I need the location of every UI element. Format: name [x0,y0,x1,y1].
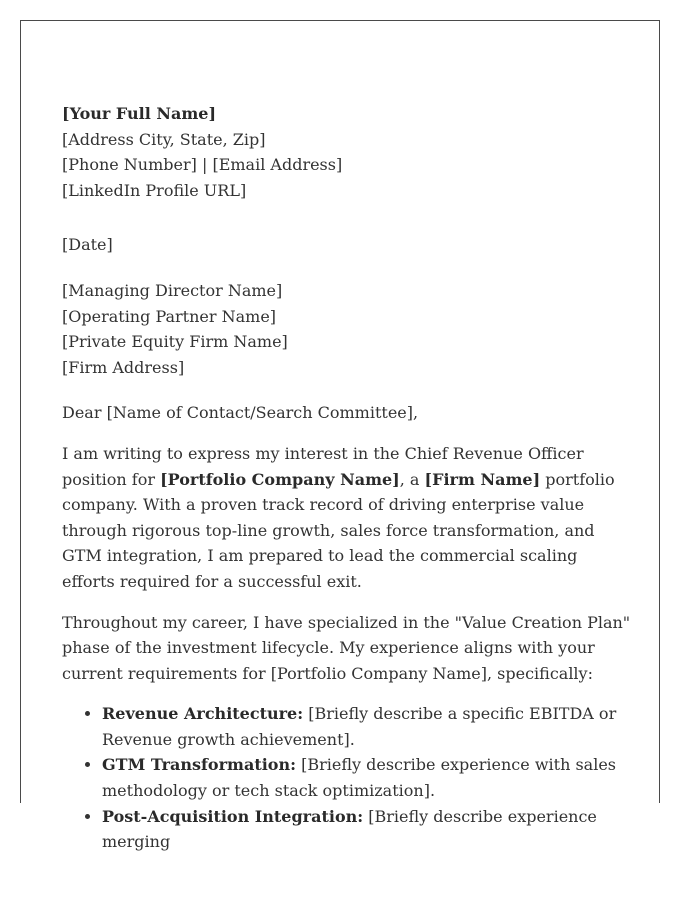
recipient-line-2: [Operating Partner Name] [62,306,277,326]
bullet-title: GTM Transformation: [102,755,296,775]
list-item [102,701,632,752]
letter-date: [Date] [62,235,113,255]
list-item [102,804,632,855]
cover-letter [62,101,632,855]
paragraph-intro-bold-firm: [Firm Name] [424,469,541,489]
date-block [62,232,632,258]
paragraph-experience: Throughout my career, I have specialized in the "Value Creation Plan" phase of the investment lifecycle. My experience aligns with your current requirements for [Portfolio Company Name], specifically: [62,612,631,683]
paragraph-intro [62,441,632,595]
sender-phone-email: [Phone Number] | [Email Address] [62,155,343,175]
bullet-text: [Briefly describe experience merging [102,806,597,852]
recipient-line-4: [Firm Address] [62,357,185,377]
sender-linkedin: [LinkedIn Profile URL] [62,180,247,200]
bullet-text: [Briefly describe a specific EBITDA or Revenue growth achievement]. [102,704,617,749]
qualifications-list [62,701,632,855]
recipient-block [62,278,632,380]
paragraph-intro-bold-company: [Portfolio Company Name] [160,469,400,489]
paragraph-intro-text-a: I am writing to express my interest in the Chief Revenue Officer position for [62,443,584,489]
salutation: Dear [Name of Contact/Search Committee], [62,403,419,423]
sender-block [62,101,632,203]
list-item [102,752,632,803]
document-page [20,20,660,852]
paragraph-intro-text-b: , a [399,469,425,489]
sender-address: [Address City, State, Zip] [62,129,266,149]
sender-name: [Your Full Name] [62,104,217,123]
paragraph-intro-text-c: portfolio company. With a proven track record of driving enterprise value through rigorous top-line growth, sales force transformation, and GTM integration, I am prepared to lead the commercial scaling efforts required for a successful exit. [62,469,615,591]
bullet-text: [Briefly describe experience with sales methodology or tech stack optimization]. [102,755,616,801]
bullet-title: Post-Acquisition Integration: [102,806,364,826]
recipient-line-3: [Private Equity Firm Name] [62,332,288,352]
recipient-line-1: [Managing Director Name] [62,280,283,300]
bullet-title: Revenue Architecture: [102,704,304,724]
